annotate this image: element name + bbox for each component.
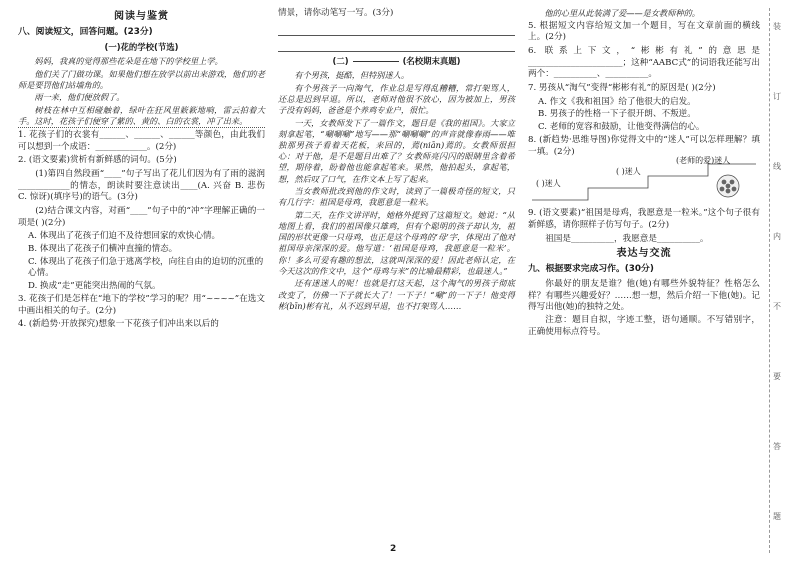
passage2-para: 当女教师批改到他的作文时，读到了一篇极奇怪的短文，只有几行字：祖国是母鸡，我愿意是一粒米。: [278, 186, 515, 208]
question-6: 6. 联系上下文，“彬彬有礼”的意思是______________________；这种“AABC式”的词语我还能写出两个：__________、__________。: [528, 46, 760, 80]
section-title-reading: 阅读与鉴赏: [114, 11, 169, 22]
binding-char: 订: [773, 92, 781, 101]
part9-heading: 九、根据要求完成习作。(30分): [528, 263, 654, 274]
part9-note: 注意：题目自拟，字迹工整，语句通顺。不写错别字，正确使用标点符号。: [528, 315, 760, 338]
passage1-para: 妈妈，我真的觉得那些花朵是在地下的学校里上学。: [34, 55, 223, 66]
part9-prompt: 你最好的朋友是谁？他(她)有哪些外貌特征？性格怎么样？有哪些兴趣爱好？……想一想，然后介绍一下他(她)。记得写出他(她)的独特之处。: [528, 278, 760, 313]
option: C. 老师的宽容和鼓励，让他变得满信的心。: [538, 122, 705, 133]
passage2-title: [278, 56, 515, 67]
question-7: 7. 男孩从“淘气”变得“彬彬有礼”的原因是( )(2分): [528, 83, 716, 94]
option: C. 体现出了花孩子们急于逃离学校，向往自由的迫切的沉重的心情。: [28, 256, 264, 279]
page-number: 2: [390, 544, 397, 554]
title-blank[interactable]: [353, 61, 399, 62]
section-title-expression: 表达与交流: [616, 248, 672, 260]
option: A. 作文《我和祖国》给了他很大的启发。: [538, 96, 696, 107]
passage1-para: 他们关了门做功课。如果他们想在放学以前出来游戏，他们的老师是要罚他们站墙角的。: [18, 68, 265, 90]
question-4: 4. (新趋势·开放探究)想象一下花孩子们冲出来以后的: [18, 319, 219, 330]
binding-char: 题: [773, 512, 781, 521]
part8-heading: 八、阅读短文，回答问题。(23分): [18, 26, 153, 37]
diagram-label-teacher-love: (老师的爱)迷人: [676, 156, 731, 166]
question-2-2: (2)结合课文内容，对画“____”句子中的“冲”字理解正确的一项是( )(2分): [18, 206, 265, 228]
question-2-1: (1)第四自然段画“____”句子写出了花儿们因为有了雨的滋润____________的情态，朗读时要注意读出____(A. 兴奋 B. 悲伤 C. 惊讶)(填序号)的语气。(3分): [18, 168, 265, 203]
passage2-para: 一天，女教师发下了一篇作文，题目是《我的祖国》。大家立刻拿起笔，“唰唰唰”地写——那“唰唰唰”的声音就像春雨——唯独那男孩子看着天花板，来回的，蔫(niān)蔫的。女教师很担心：对于他，是不是题目出难了？女教师亮闪闪的眼睛里含着希望，期待着，盼着他也能拿起笔来。果然，他拍起头，拿起笔，想，然后叹了口气，在作文本上写了起来。: [278, 117, 515, 184]
option: D. 换成“走”更能突出热闹的气氛。: [28, 281, 161, 292]
binding-char: 内: [773, 232, 781, 241]
option: B. 男孩子的性格一下子很开朗、不叛逆。: [538, 109, 696, 120]
binding-char: 要: [773, 372, 781, 381]
option: B. 体现出了花孩子们横冲直撞的情态。: [28, 244, 178, 255]
passage2-label: (二): [332, 55, 349, 66]
column-right: [528, 8, 760, 340]
binding-char: 装: [773, 22, 781, 31]
question-2: 2. (语文要素)赏析有新鲜感的词句。(5分): [18, 155, 177, 166]
question-1: 1. 花孩子们的衣裳有______、______、______等颜色，由此我们可以想到一个成语：____________。(2分): [18, 129, 265, 152]
passage2-para: 第二天，在作文讲评时，她格外提到了这篇短文。她说：“从地图上看，我们的祖国像只雄鸡，但有个聪明的孩子却认为，祖国的形状更像一只母鸡，也正是这个母鸡的‘母’字，体现出了他对祖国母亲深深的爱。他写道：‘祖国是母鸡，我愿意是一粒米’。你！多么可爱有趣的想法，这就叫深深的爱！因此老师认定，在今天这次的作文中，这个“母鸡与米”的比喻最精彩，也最迷人。”: [278, 209, 515, 276]
passage2-para: 有个男孩，挺酷，但特别迷人。: [294, 70, 410, 81]
mind-map-diagram: [528, 156, 760, 204]
diagram-label-blank-c[interactable]: ( )迷人: [616, 167, 641, 177]
passage2-para: 有个男孩子一向淘气，作业总是写得乱糟糟，常打架骂人，还总是迟到早退。所以，老师对他很不放心，因为被加上，男孩子没有妈妈，爸爸是个养鸡专业户，很忙。: [278, 82, 515, 116]
passage2-source: (名校期末真题): [402, 55, 461, 66]
answer-line[interactable]: [278, 40, 515, 52]
answer-line[interactable]: [278, 24, 515, 36]
passage1-para: 树枝在林中互相碰触着，绿叶在狂风里簌簌地响，雷云拍着大手。这时，花孩子们便穿了紫的、黄的、白的衣裳，冲了出来。: [18, 105, 265, 128]
question-9: 9. (语文要素)“祖国是母鸡，我愿意是一粒米。”这个句子很有新鲜感，请你照样子仿写句子。(2分): [528, 208, 760, 230]
column-left: [18, 8, 265, 333]
passage2-para: 还有迷迷人的呢！也就是打这天起，这个淘气的男孩子彻底改变了，仿佛一下子就长大了！一下子！“唰”的一下子！他变得彬(bīn)彬有礼，从不迟到早退，也不打架骂人……: [278, 278, 515, 311]
binding-char: 线: [773, 162, 781, 171]
passage1-para: 雨一来，他们便放假了。: [34, 92, 125, 103]
binding-char: 答: [773, 442, 781, 451]
question-8: 8. (新趋势·思维导图)你觉得文中的“迷人”可以怎样理解？填一填。(2分): [528, 134, 760, 157]
question-9-fill[interactable]: 祖国是__________，我愿意是__________。: [545, 233, 709, 244]
question-3: 3. 花孩子们是怎样在“地下的学校”学习的呢？用“~~~~”在选文中画出相关的句子。(2分): [18, 293, 265, 316]
diagram-label-blank-b[interactable]: ( )迷人: [536, 179, 561, 189]
option: A. 体现出了花孩子们迫不及待想回家的欢快心情。: [28, 231, 221, 242]
binding-char: 不: [773, 302, 781, 311]
column-middle: [278, 8, 515, 313]
binding-margin: [769, 8, 783, 553]
passage1-title: (一)花的学校(节选): [104, 41, 179, 52]
question-5: 5. 根据短文内容给短文加一个题目，写在文章前面的横线上。(2分): [528, 20, 760, 43]
question-4-continued: 情景，请你动笔写一写。(3分): [278, 8, 394, 18]
passage2-last-line: 他的心里从此装满了爱——是女教师种的。: [544, 8, 700, 18]
